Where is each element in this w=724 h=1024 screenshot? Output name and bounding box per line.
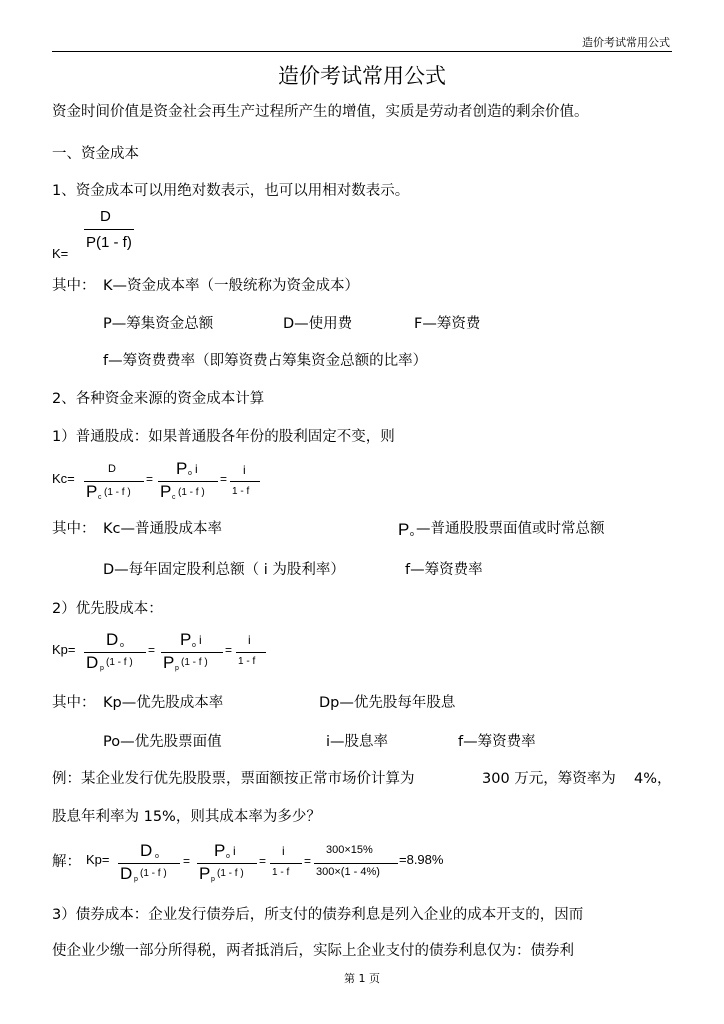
formula-kp-eq2: =	[225, 643, 233, 657]
formula-kp-t2-den-sub: p	[175, 665, 179, 672]
definition-po-sub: o	[410, 531, 414, 538]
formula-kc-t2-den-rest: (1 - f )	[178, 487, 205, 498]
solution-t2-den-sub: p	[211, 876, 215, 883]
solution-t1-den-d: D	[120, 864, 133, 883]
formula-kp-t1-den-d: D	[86, 653, 99, 672]
section-heading-capital-cost: 一、资金成本	[52, 146, 139, 162]
solution-t4-bar	[314, 863, 398, 864]
definition-d-dividend: D—每年固定股利总额（ i 为股利率）	[103, 562, 345, 578]
formula-kc-t1-num: D	[108, 463, 116, 475]
example-line2: 股息年利率为 15%，则其成本率为多少？	[52, 809, 321, 825]
formula-kc-t1-den-p: P	[86, 482, 98, 501]
item1-text: 1、资金成本可以用绝对数表示，也可以用相对数表示。	[52, 183, 410, 199]
formula-kc-t1-den-sub: c	[98, 494, 102, 501]
definition-f-preferred: f—筹资费率	[458, 734, 536, 750]
solution-t1-den-sub: p	[134, 876, 138, 883]
solution-t2-num-sub: o	[226, 853, 230, 860]
formula-kp-t2-num-sub: o	[192, 642, 196, 649]
formula-kp-t2-num-i: i	[199, 633, 202, 647]
definition-po-symbol: P	[398, 520, 410, 539]
formula-kp-t1-num-sub: o	[120, 642, 124, 649]
bond-line2: 使企业少缴一部分所得税，两者抵消后，实际上企业支付的债券利息仅为：债券利	[52, 943, 574, 959]
formula-kc-t1-den-rest: (1 - f )	[104, 487, 131, 498]
formula-k-lhs: K=	[52, 246, 69, 261]
formula-kp-lhs: Kp=	[52, 642, 76, 657]
solution-t3-bar	[270, 863, 302, 864]
definition-po-par: Po—优先股票面值	[103, 734, 222, 750]
definition-k: K—资金成本率（一般统称为资金成本）	[103, 278, 360, 294]
solution-eq2: =	[259, 854, 267, 868]
definition-kc: Kc—普通股成本率	[103, 521, 222, 537]
preferred-stock-heading: 2）优先股成本：	[52, 601, 163, 617]
formula-kc-eq2: =	[220, 472, 228, 486]
solution-lhs: Kp=	[86, 852, 110, 867]
formula-kc-t3-den: 1 - f	[232, 486, 250, 497]
solution-t1-den-rest: (1 - f )	[140, 868, 167, 879]
intro-paragraph: 资金时间价值是资金社会再生产过程所产生的增值，实质是劳动者创造的剩余价值。	[52, 104, 589, 120]
definition-F: F—筹资费	[414, 316, 481, 332]
common-stock-heading: 1）普通股成：如果普通股各年份的股利固定不变，则	[52, 429, 395, 445]
running-header: 造价考试常用公式	[582, 36, 670, 49]
example-line1-a: 例：某企业发行优先股股票，票面额按正常市场价计算为	[52, 771, 415, 787]
solution-t3-den: 1 - f	[272, 867, 290, 878]
where-label-2: 其中：	[52, 521, 96, 537]
solution-t2-den-rest: (1 - f )	[217, 868, 244, 879]
formula-kp-t1-den-rest: (1 - f )	[106, 657, 133, 668]
solution-t4-den: 300×(1 - 4%)	[316, 866, 380, 878]
solution-t2-num-i: i	[233, 844, 236, 858]
formula-kc-lhs: Kc=	[52, 471, 75, 486]
formula-kp-t2-den-rest: (1 - f )	[181, 657, 208, 668]
formula-kp-t2-num-p: P	[180, 630, 192, 649]
solution-t2-den-p: P	[199, 864, 211, 883]
definition-kp: Kp—优先股成本率	[103, 695, 224, 711]
solution-eq3: =	[304, 854, 312, 868]
formula-kp-eq1: =	[148, 643, 156, 657]
formula-kc-eq1: =	[146, 472, 154, 486]
where-label-3: 其中：	[52, 695, 96, 711]
formula-k-bar	[84, 229, 134, 230]
example-line1-c: 4%，	[634, 771, 672, 787]
definition-dp: Dp—优先股每年股息	[319, 695, 456, 711]
solution-result: =8.98%	[399, 852, 444, 867]
solution-t3-num: i	[282, 844, 285, 858]
formula-kc-t3-bar	[230, 481, 260, 482]
formula-kc-t3-num: i	[243, 463, 246, 477]
formula-kc-t2-num-sub: o	[188, 470, 192, 477]
formula-k-denominator: P(1 - f)	[86, 234, 132, 251]
header-rule	[52, 51, 672, 52]
solution-t4-num: 300×15%	[326, 844, 373, 856]
example-line1-b: 300 万元，筹资率为	[482, 771, 616, 787]
definition-i: i—股息率	[326, 734, 389, 750]
formula-kp-t3-num: i	[248, 633, 251, 647]
formula-k-numerator: D	[100, 208, 111, 225]
definition-po: —普通股股票面值或时常总额	[416, 521, 605, 537]
page-number: 第 1 页	[344, 972, 380, 985]
definition-f: f—筹资费费率（即筹资费占筹集资金总额的比率）	[103, 353, 428, 369]
formula-kc-t2-num-p: P	[176, 459, 188, 478]
solution-t1-num-sub: o	[155, 853, 159, 860]
formula-kp-t1-num: D	[106, 630, 119, 649]
item2-text: 2、各种资金来源的资金成本计算	[52, 391, 265, 407]
definition-d: D—使用费	[283, 316, 353, 332]
formula-kp-t2-den-p: P	[163, 653, 175, 672]
page-title: 造价考试常用公式	[278, 64, 446, 88]
formula-kp-t3-bar	[236, 652, 266, 653]
solution-label: 解：	[52, 854, 81, 870]
definition-p: P—筹集资金总额	[103, 316, 214, 332]
where-label-1: 其中：	[52, 278, 96, 294]
solution-t1-num: D	[140, 841, 153, 860]
formula-kp-t3-den: 1 - f	[238, 656, 256, 667]
bond-line1: 3）债券成本：企业发行债券后，所支付的债券利息是列入企业的成本开支的，因而	[52, 907, 584, 923]
formula-kc-t2-den-p: P	[160, 482, 172, 501]
formula-kc-t2-den-sub: c	[172, 494, 176, 501]
formula-kp-t1-den-sub: p	[100, 665, 104, 672]
solution-eq1: =	[183, 854, 191, 868]
solution-t2-num-p: P	[214, 841, 226, 860]
formula-kc-t2-num-i: i	[195, 462, 198, 476]
definition-f-rate: f—筹资费率	[405, 562, 483, 578]
